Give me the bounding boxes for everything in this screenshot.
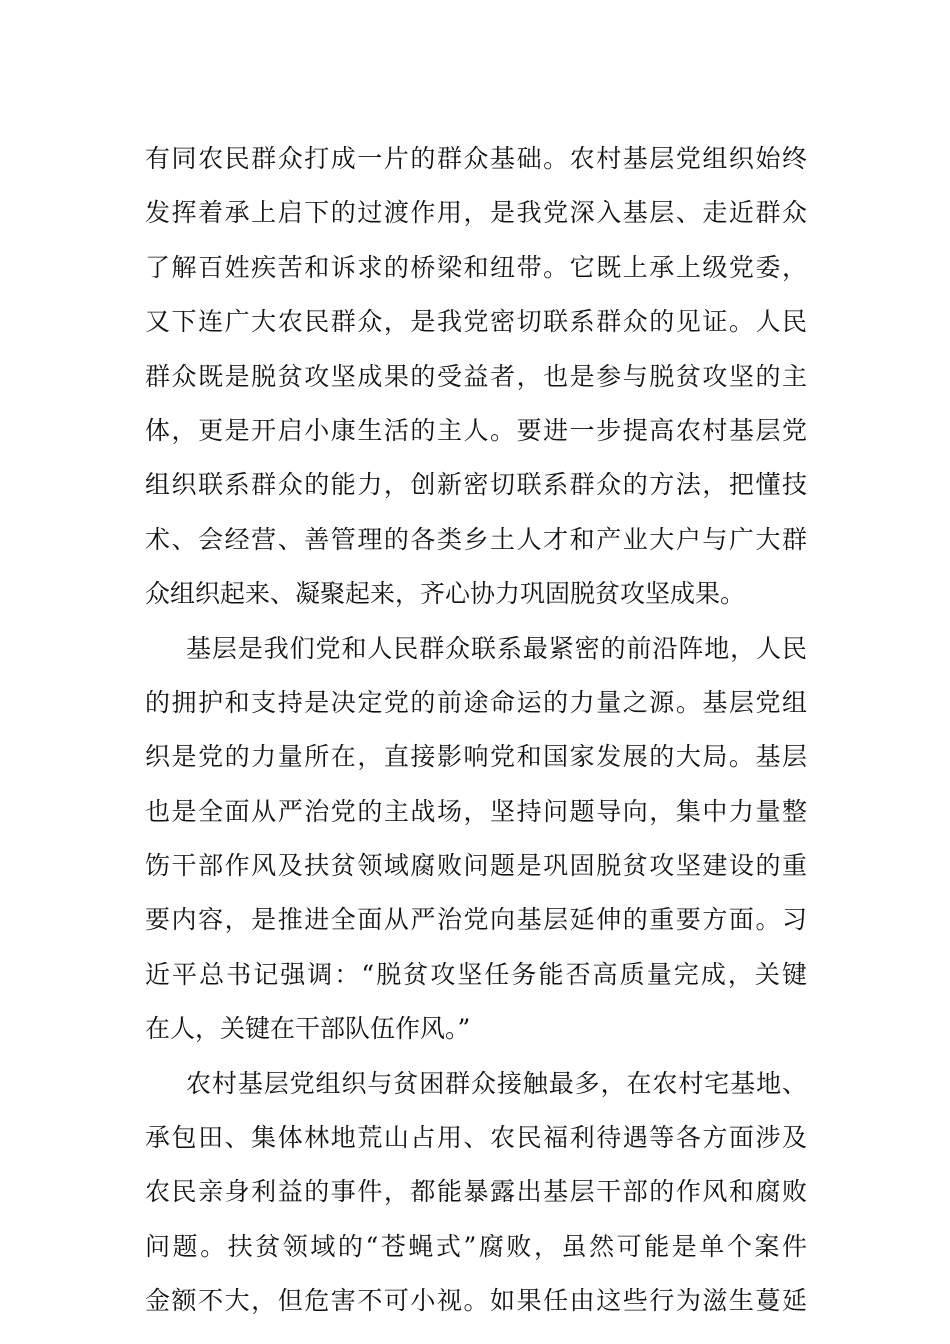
text-line: 在人，关键在干部队伍作风。” [145, 1014, 471, 1044]
text-line: 饬干部作风及扶贫领域腐败问题是巩固脱贫攻坚建设的重 [145, 851, 807, 881]
text-line: 农民亲身利益的事件，都能暴露出基层干部的作风和腐败 [145, 1177, 807, 1207]
text-line: 有同农民群众打成一片的群众基础。农村基层党组织始终 [145, 144, 807, 173]
text-line: 众组织起来、凝聚起来，齐心协力巩固脱贫攻坚成果。 [145, 579, 746, 609]
text-line: 问题。扶贫领域的“苍蝇式”腐败，虽然可能是单个案件 [145, 1231, 807, 1261]
paragraph-first-line: 基层是我们党和人民群众联系最紧密的前沿阵地，人民 [186, 633, 807, 663]
text-line: 又下连广大农民群众，是我党密切联系群众的见证。人民 [145, 307, 807, 337]
text-line: 要内容，是推进全面从严治党向基层延伸的重要方面。习 [145, 905, 807, 935]
text-line: 体，更是开启小康生活的主人。要进一步提高农村基层党 [145, 415, 807, 445]
text-line: 群众既是脱贫攻坚成果的受益者，也是参与脱贫攻坚的主 [145, 361, 807, 391]
text-line: 组织联系群众的能力，创新密切联系群众的方法，把懂技 [145, 470, 807, 500]
text-line: 织是党的力量所在，直接影响党和国家发展的大局。基层 [145, 742, 807, 772]
paragraph-first-line: 农村基层党组织与贫困群众接触最多，在农村宅基地、 [186, 1068, 807, 1098]
document-body [145, 132, 807, 1329]
text-line: 金额不大，但危害不可小视。如果任由这些行为滋生蔓延 [145, 1286, 807, 1316]
text-line: 承包田、集体林地荒山占用、农民福利待遇等各方面涉及 [145, 1123, 807, 1153]
text-line: 了解百姓疾苦和诉求的桥梁和纽带。它既上承上级党委， [145, 252, 807, 282]
text-line: 也是全面从严治党的主战场，坚持问题导向，集中力量整 [145, 796, 807, 826]
text-line: 术、会经营、善管理的各类乡土人才和产业大户与广大群 [145, 524, 807, 554]
text-line: 的拥护和支持是决定党的前途命运的力量之源。基层党组 [145, 687, 807, 717]
text-line: 近平总书记强调：“脱贫攻坚任务能否高质量完成，关键 [145, 959, 807, 989]
text-line: 发挥着承上启下的过渡作用，是我党深入基层、走近群众 [145, 198, 807, 228]
